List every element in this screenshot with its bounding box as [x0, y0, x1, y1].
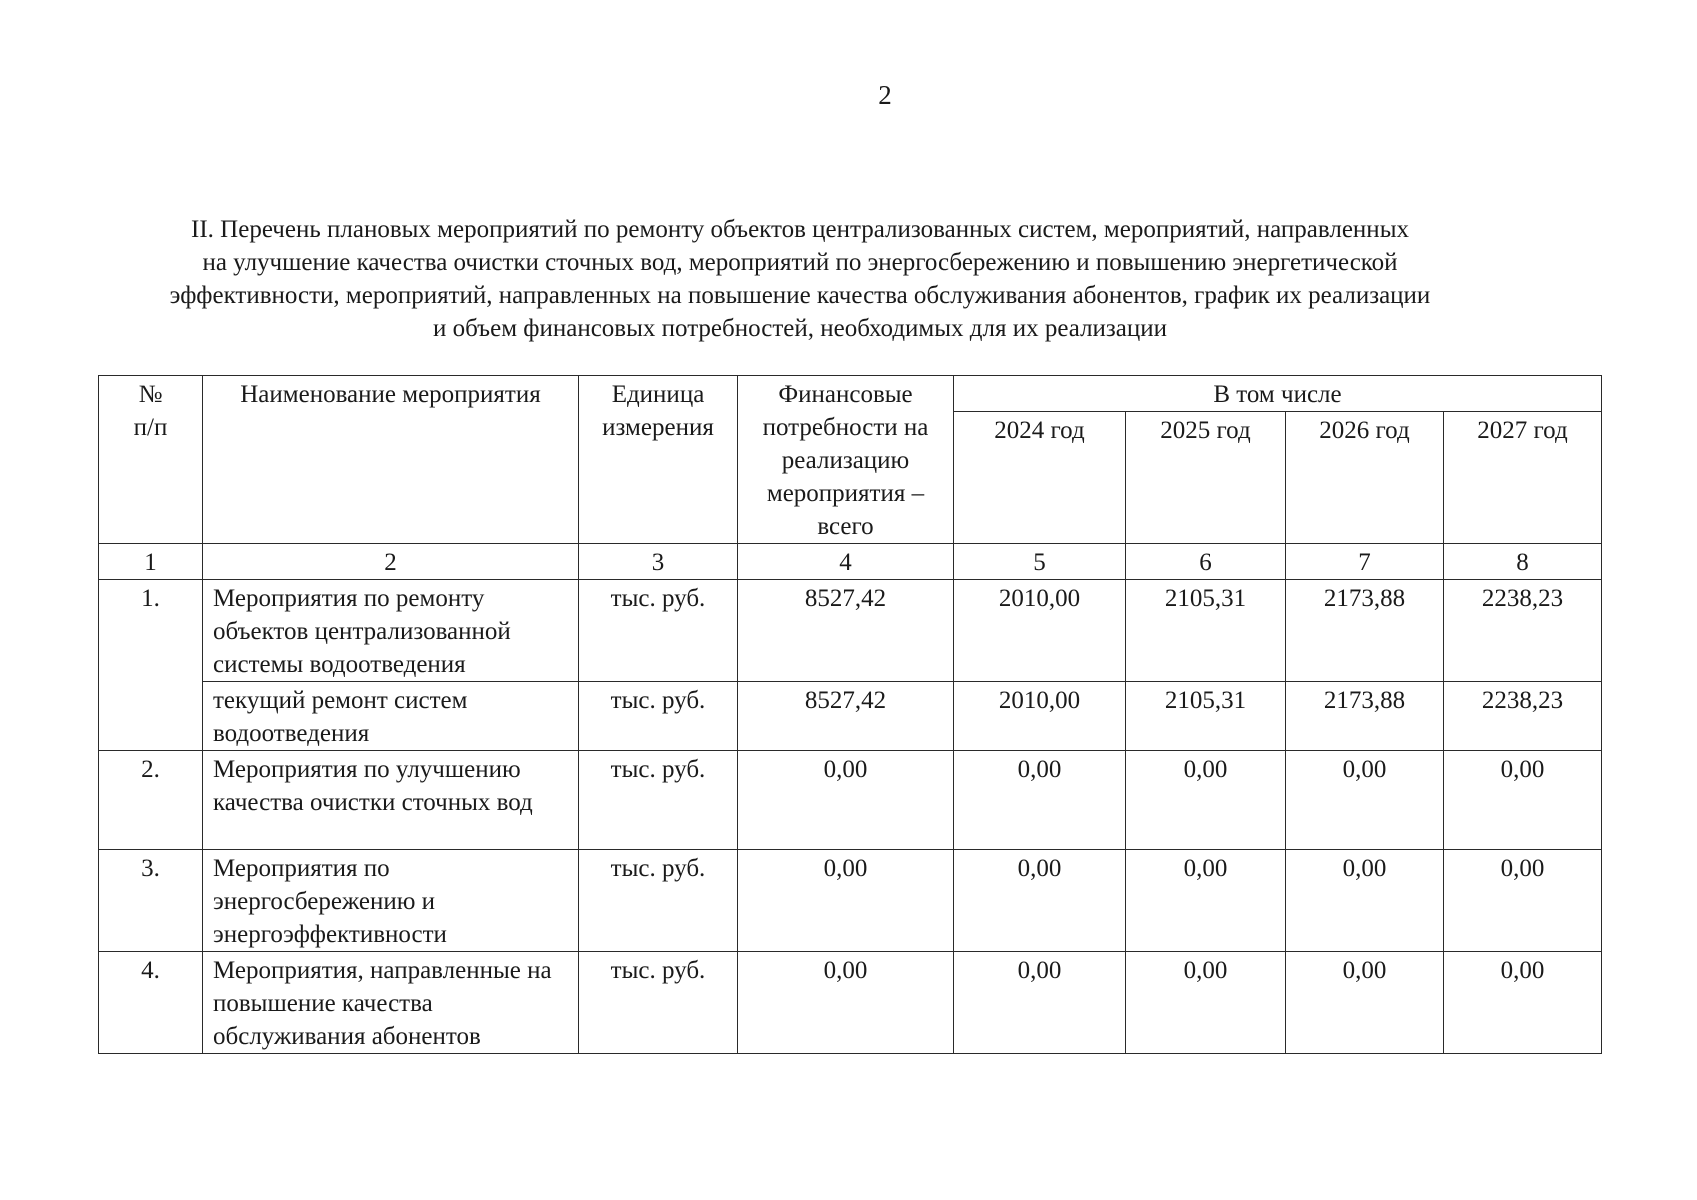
row-year-value: 0,00	[1286, 751, 1444, 850]
header-year: 2026 год	[1286, 412, 1444, 544]
page-number: 2	[878, 80, 892, 110]
table-row	[99, 850, 1602, 952]
row-year-value: 0,00	[1444, 751, 1602, 850]
row-name: Мероприятия по энергосбережению и энергоэффективности	[203, 850, 579, 952]
row-year-value: 2105,31	[1126, 580, 1286, 682]
column-number: 7	[1286, 544, 1444, 580]
column-number: 8	[1444, 544, 1602, 580]
row-year-value: 0,00	[1286, 850, 1444, 952]
row-year-value: 2010,00	[954, 682, 1126, 751]
row-year-value: 0,00	[954, 850, 1126, 952]
header-year: 2025 год	[1126, 412, 1286, 544]
row-unit: тыс. руб.	[579, 580, 738, 682]
row-year-value: 2105,31	[1126, 682, 1286, 751]
row-year-value: 2238,23	[1444, 682, 1602, 751]
heading-line: и объем финансовых потребностей, необходимых для их реализации	[432, 315, 1168, 342]
row-year-value: 2010,00	[954, 580, 1126, 682]
row-total: 8527,42	[738, 580, 954, 682]
table-row	[99, 751, 1602, 850]
row-unit: тыс. руб.	[579, 952, 738, 1054]
header-name: Наименование мероприятия	[203, 376, 579, 544]
row-number: 4.	[99, 952, 203, 1054]
header-num: № п/п	[99, 376, 203, 544]
row-year-value: 2173,88	[1286, 682, 1444, 751]
table-row	[99, 580, 1602, 682]
column-number-row	[99, 544, 1602, 580]
table-row	[99, 952, 1602, 1054]
row-year-value: 0,00	[954, 751, 1126, 850]
heading-line: на улучшение качества очистки сточных вод, мероприятий по энергосбережению и повышению энергетической	[202, 249, 1398, 276]
header-row	[99, 376, 1602, 412]
row-year-value: 0,00	[1286, 952, 1444, 1054]
row-number: 2.	[99, 751, 203, 850]
column-number: 2	[203, 544, 579, 580]
column-number: 4	[738, 544, 954, 580]
row-unit: тыс. руб.	[579, 682, 738, 751]
row-unit: тыс. руб.	[579, 850, 738, 952]
header-total: Финансовые потребности на реализацию мероприятия – всего	[738, 376, 954, 544]
row-name: Мероприятия, направленные на повышение качества обслуживания абонентов	[203, 952, 579, 1054]
table-row	[99, 682, 1602, 751]
row-year-value: 0,00	[1444, 952, 1602, 1054]
row-year-value: 0,00	[1126, 952, 1286, 1054]
row-unit: тыс. руб.	[579, 751, 738, 850]
measures-table	[98, 375, 1602, 1054]
column-number: 3	[579, 544, 738, 580]
header-group: В том числе	[954, 376, 1602, 412]
column-number: 1	[99, 544, 203, 580]
header-year: 2027 год	[1444, 412, 1602, 544]
column-number: 6	[1126, 544, 1286, 580]
row-name: Мероприятия по улучшению качества очистки сточных вод	[203, 751, 579, 850]
row-total: 0,00	[738, 751, 954, 850]
column-number: 5	[954, 544, 1126, 580]
row-total: 0,00	[738, 850, 954, 952]
header-unit: Единица измерения	[579, 376, 738, 544]
heading-line: эффективности, мероприятий, направленных на повышение качества обслуживания абонентов, график их реализации	[169, 282, 1431, 309]
row-number: 3.	[99, 850, 203, 952]
row-total: 8527,42	[738, 682, 954, 751]
row-name: текущий ремонт систем водоотведения	[203, 682, 579, 751]
row-year-value: 2173,88	[1286, 580, 1444, 682]
document-heading	[110, 213, 1490, 345]
row-year-value: 0,00	[1126, 751, 1286, 850]
row-total: 0,00	[738, 952, 954, 1054]
heading-line: II. Перечень плановых мероприятий по ремонту объектов централизованных систем, мероприятий, направленных	[191, 216, 1409, 243]
row-year-value: 0,00	[1126, 850, 1286, 952]
row-number: 1.	[99, 580, 203, 751]
row-year-value: 0,00	[1444, 850, 1602, 952]
row-year-value: 0,00	[954, 952, 1126, 1054]
header-year: 2024 год	[954, 412, 1126, 544]
row-name: Мероприятия по ремонту объектов централизованной системы водоотведения	[203, 580, 579, 682]
row-year-value: 2238,23	[1444, 580, 1602, 682]
